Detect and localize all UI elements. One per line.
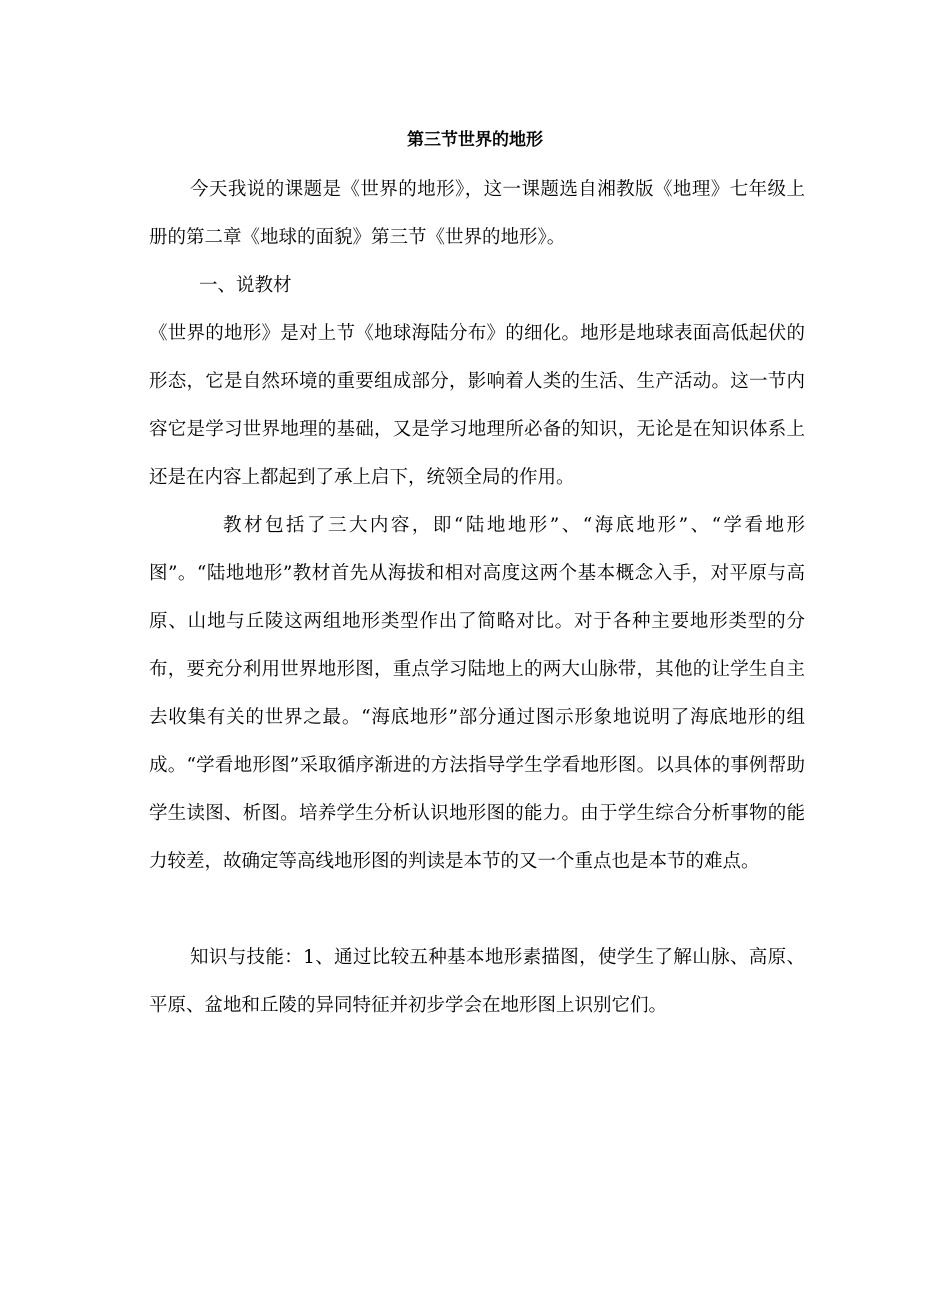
- intro-paragraph: 今天我说的课题是《世界的地形》，这一课题选自湘教版《地理》七年级上册的第二章《地球的面貌》第三节《世界的地形》。: [149, 179, 805, 248]
- textbook-position-paragraph: 《世界的地形》是对上节《地球海陆分布》的细化。地形是地球表面高低起伏的形态，它是自然环境的重要组成部分，影响着人类的生活、生产活动。这一节内容它是学习世界地理的基础，又是学习地理所必备的知识，无论是在知识体系上还是在内容上都起到了承上启下，统领全局的作用。: [149, 323, 805, 488]
- document-title: 第三节世界的地形: [407, 130, 543, 150]
- knowledge-skills-paragraph: 知识与技能：1、通过比较五种基本地形素描图，使学生了解山脉、高原、平原、盆地和丘陵的异同特征并初步学会在地形图上识别它们。: [149, 947, 805, 1016]
- textbook-content-paragraph: 教材包括了三大内容，即“陆地地形”、“海底地形”、“学看地形图”。“陆地地形”教材首先从海拔和相对高度这两个基本概念入手，对平原与高原、山地与丘陵这两组地形类型作出了简略对比。对于各种主要地形类型的分布，要充分利用世界地形图，重点学习陆地上的两大山脉带，其他的让学生自主去收集有关的世界之最。“海底地形”部分通过图示形象地说明了海底地形的组成。“学看地形图”采取循序渐进的方法指导学生学看地形图。以具体的事例帮助学生读图、析图。培养学生分析认识地形图的能力。由于学生综合分析事物的能力较差，故确定等高线地形图的判读是本节的又一个重点也是本节的难点。: [149, 515, 805, 872]
- section-heading: 一、说教材: [199, 275, 292, 296]
